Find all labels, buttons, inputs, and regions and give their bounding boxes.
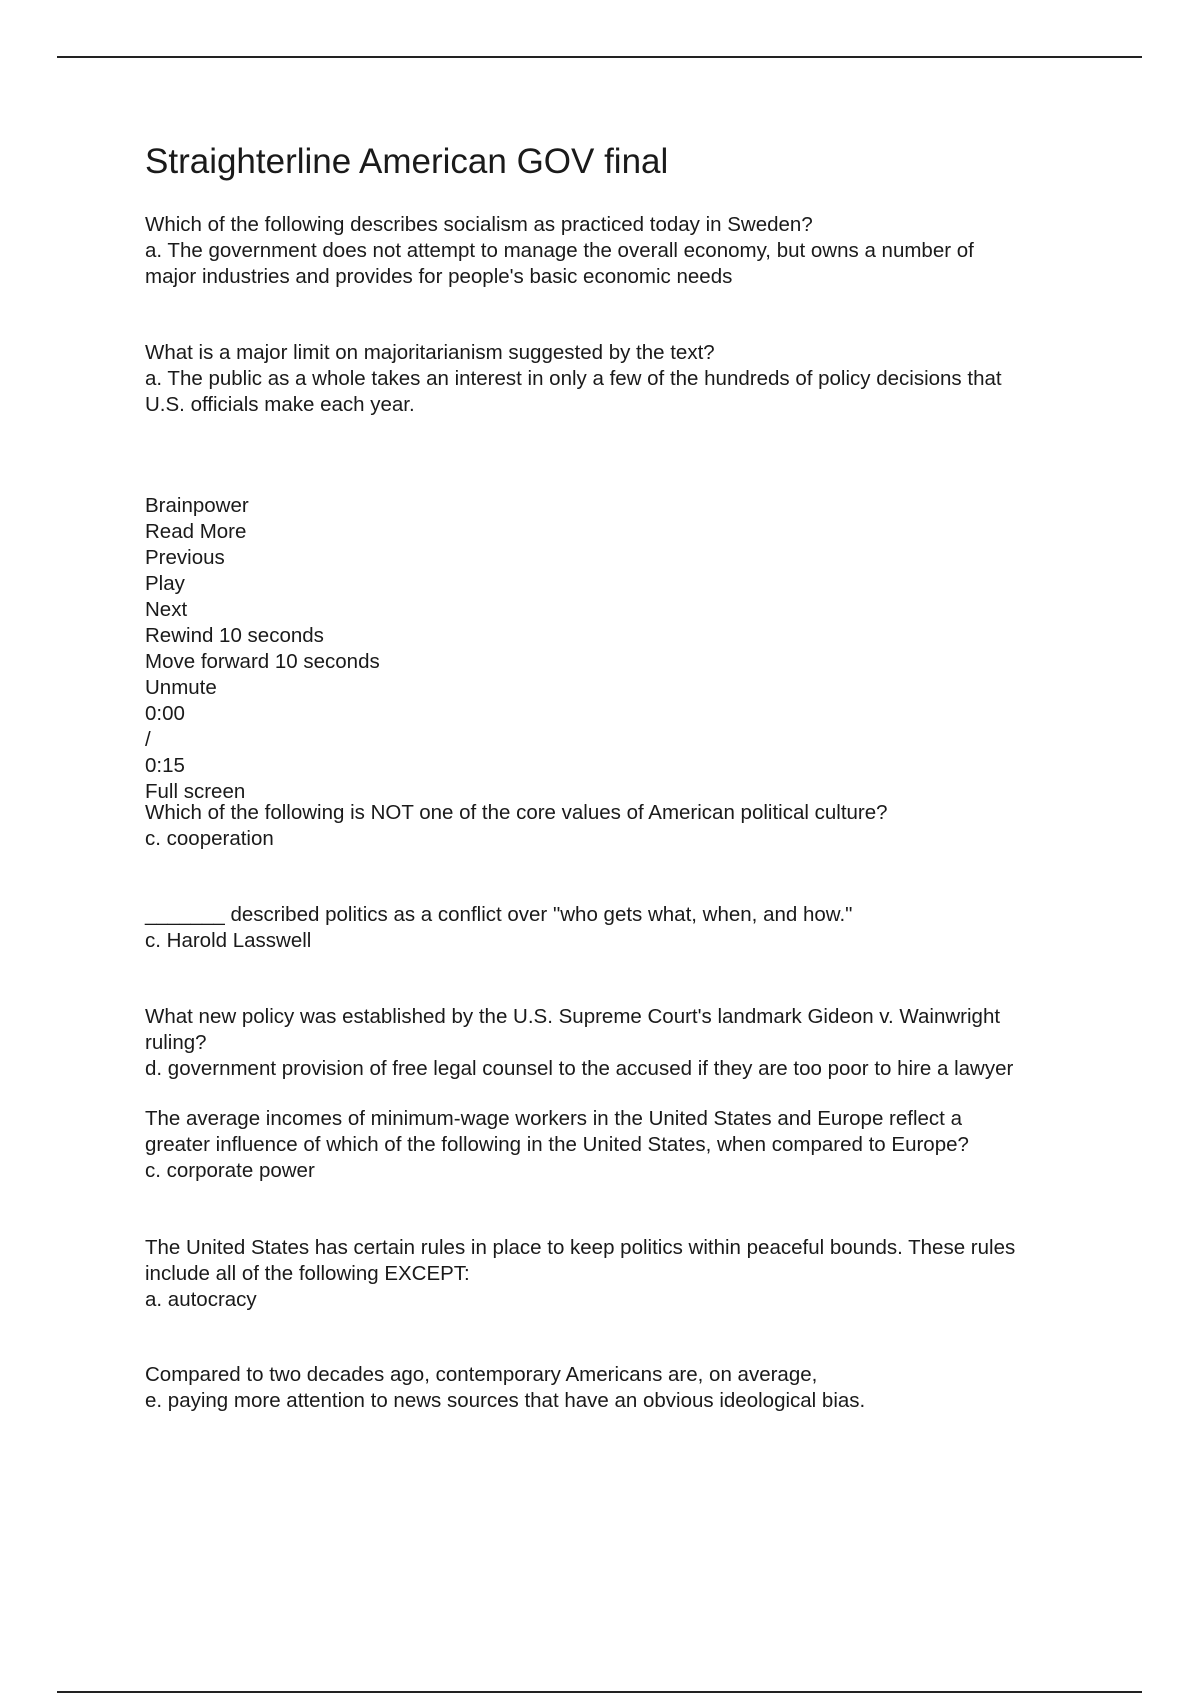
top-divider <box>57 56 1142 58</box>
play-button[interactable]: Play <box>145 572 185 595</box>
current-time: 0:00 <box>145 702 185 725</box>
previous-button[interactable]: Previous <box>145 546 225 569</box>
question-text-continued: greater influence of which of the following in the United States, when compared to Europe? <box>145 1133 969 1156</box>
answer-text: a. The government does not attempt to manage the overall economy, but owns a number of <box>145 239 974 262</box>
question-block <box>145 340 1105 418</box>
rewind-button[interactable]: Rewind 10 seconds <box>145 624 324 647</box>
question-text: The United States has certain rules in place to keep politics within peaceful bounds. These rules <box>145 1236 1016 1259</box>
question-block <box>145 1362 1105 1414</box>
next-button[interactable]: Next <box>145 598 188 621</box>
question-text-continued: include all of the following EXCEPT: <box>145 1262 470 1285</box>
answer-text: a. The public as a whole takes an interest in only a few of the hundreds of policy decisions that <box>145 367 1002 390</box>
answer-text: a. autocracy <box>145 1288 257 1311</box>
answer-text-continued: major industries and provides for people's basic economic needs <box>145 265 733 288</box>
question-block <box>145 212 1105 290</box>
answer-text: c. corporate power <box>145 1159 315 1182</box>
question-text: The average incomes of minimum-wage workers in the United States and Europe reflect a <box>145 1107 962 1130</box>
question-block <box>145 1106 1105 1184</box>
answer-text: c. Harold Lasswell <box>145 929 312 952</box>
question-block <box>145 1235 1105 1313</box>
brand-label: Brainpower <box>145 494 249 517</box>
media-player-text <box>145 493 1105 805</box>
question-block <box>145 800 1105 852</box>
answer-text-continued: U.S. officials make each year. <box>145 393 415 416</box>
answer-text: c. cooperation <box>145 827 274 850</box>
question-text: _______ described politics as a conflict over "who gets what, when, and how." <box>145 903 853 926</box>
answer-text: d. government provision of free legal counsel to the accused if they are too poor to hire a lawyer <box>145 1057 1014 1080</box>
read-more-link[interactable]: Read More <box>145 520 247 543</box>
bottom-divider <box>57 1691 1142 1693</box>
question-text: Which of the following describes socialism as practiced today in Sweden? <box>145 213 813 236</box>
unmute-button[interactable]: Unmute <box>145 676 217 699</box>
question-text: What new policy was established by the U.S. Supreme Court's landmark Gideon v. Wainwright <box>145 1005 1001 1028</box>
question-text: What is a major limit on majoritarianism suggested by the text? <box>145 341 715 364</box>
time-separator: / <box>145 728 151 751</box>
forward-button[interactable]: Move forward 10 seconds <box>145 650 380 673</box>
question-text: Compared to two decades ago, contemporary Americans are, on average, <box>145 1363 818 1386</box>
question-block <box>145 902 1105 954</box>
duration: 0:15 <box>145 754 185 777</box>
page-title: Straighterline American GOV final <box>145 142 669 181</box>
question-block <box>145 1004 1105 1082</box>
question-text: Which of the following is NOT one of the core values of American political culture? <box>145 801 888 824</box>
question-text-continued: ruling? <box>145 1031 207 1054</box>
answer-text: e. paying more attention to news sources that have an obvious ideological bias. <box>145 1389 866 1412</box>
fullscreen-button[interactable]: Full screen <box>145 780 246 803</box>
